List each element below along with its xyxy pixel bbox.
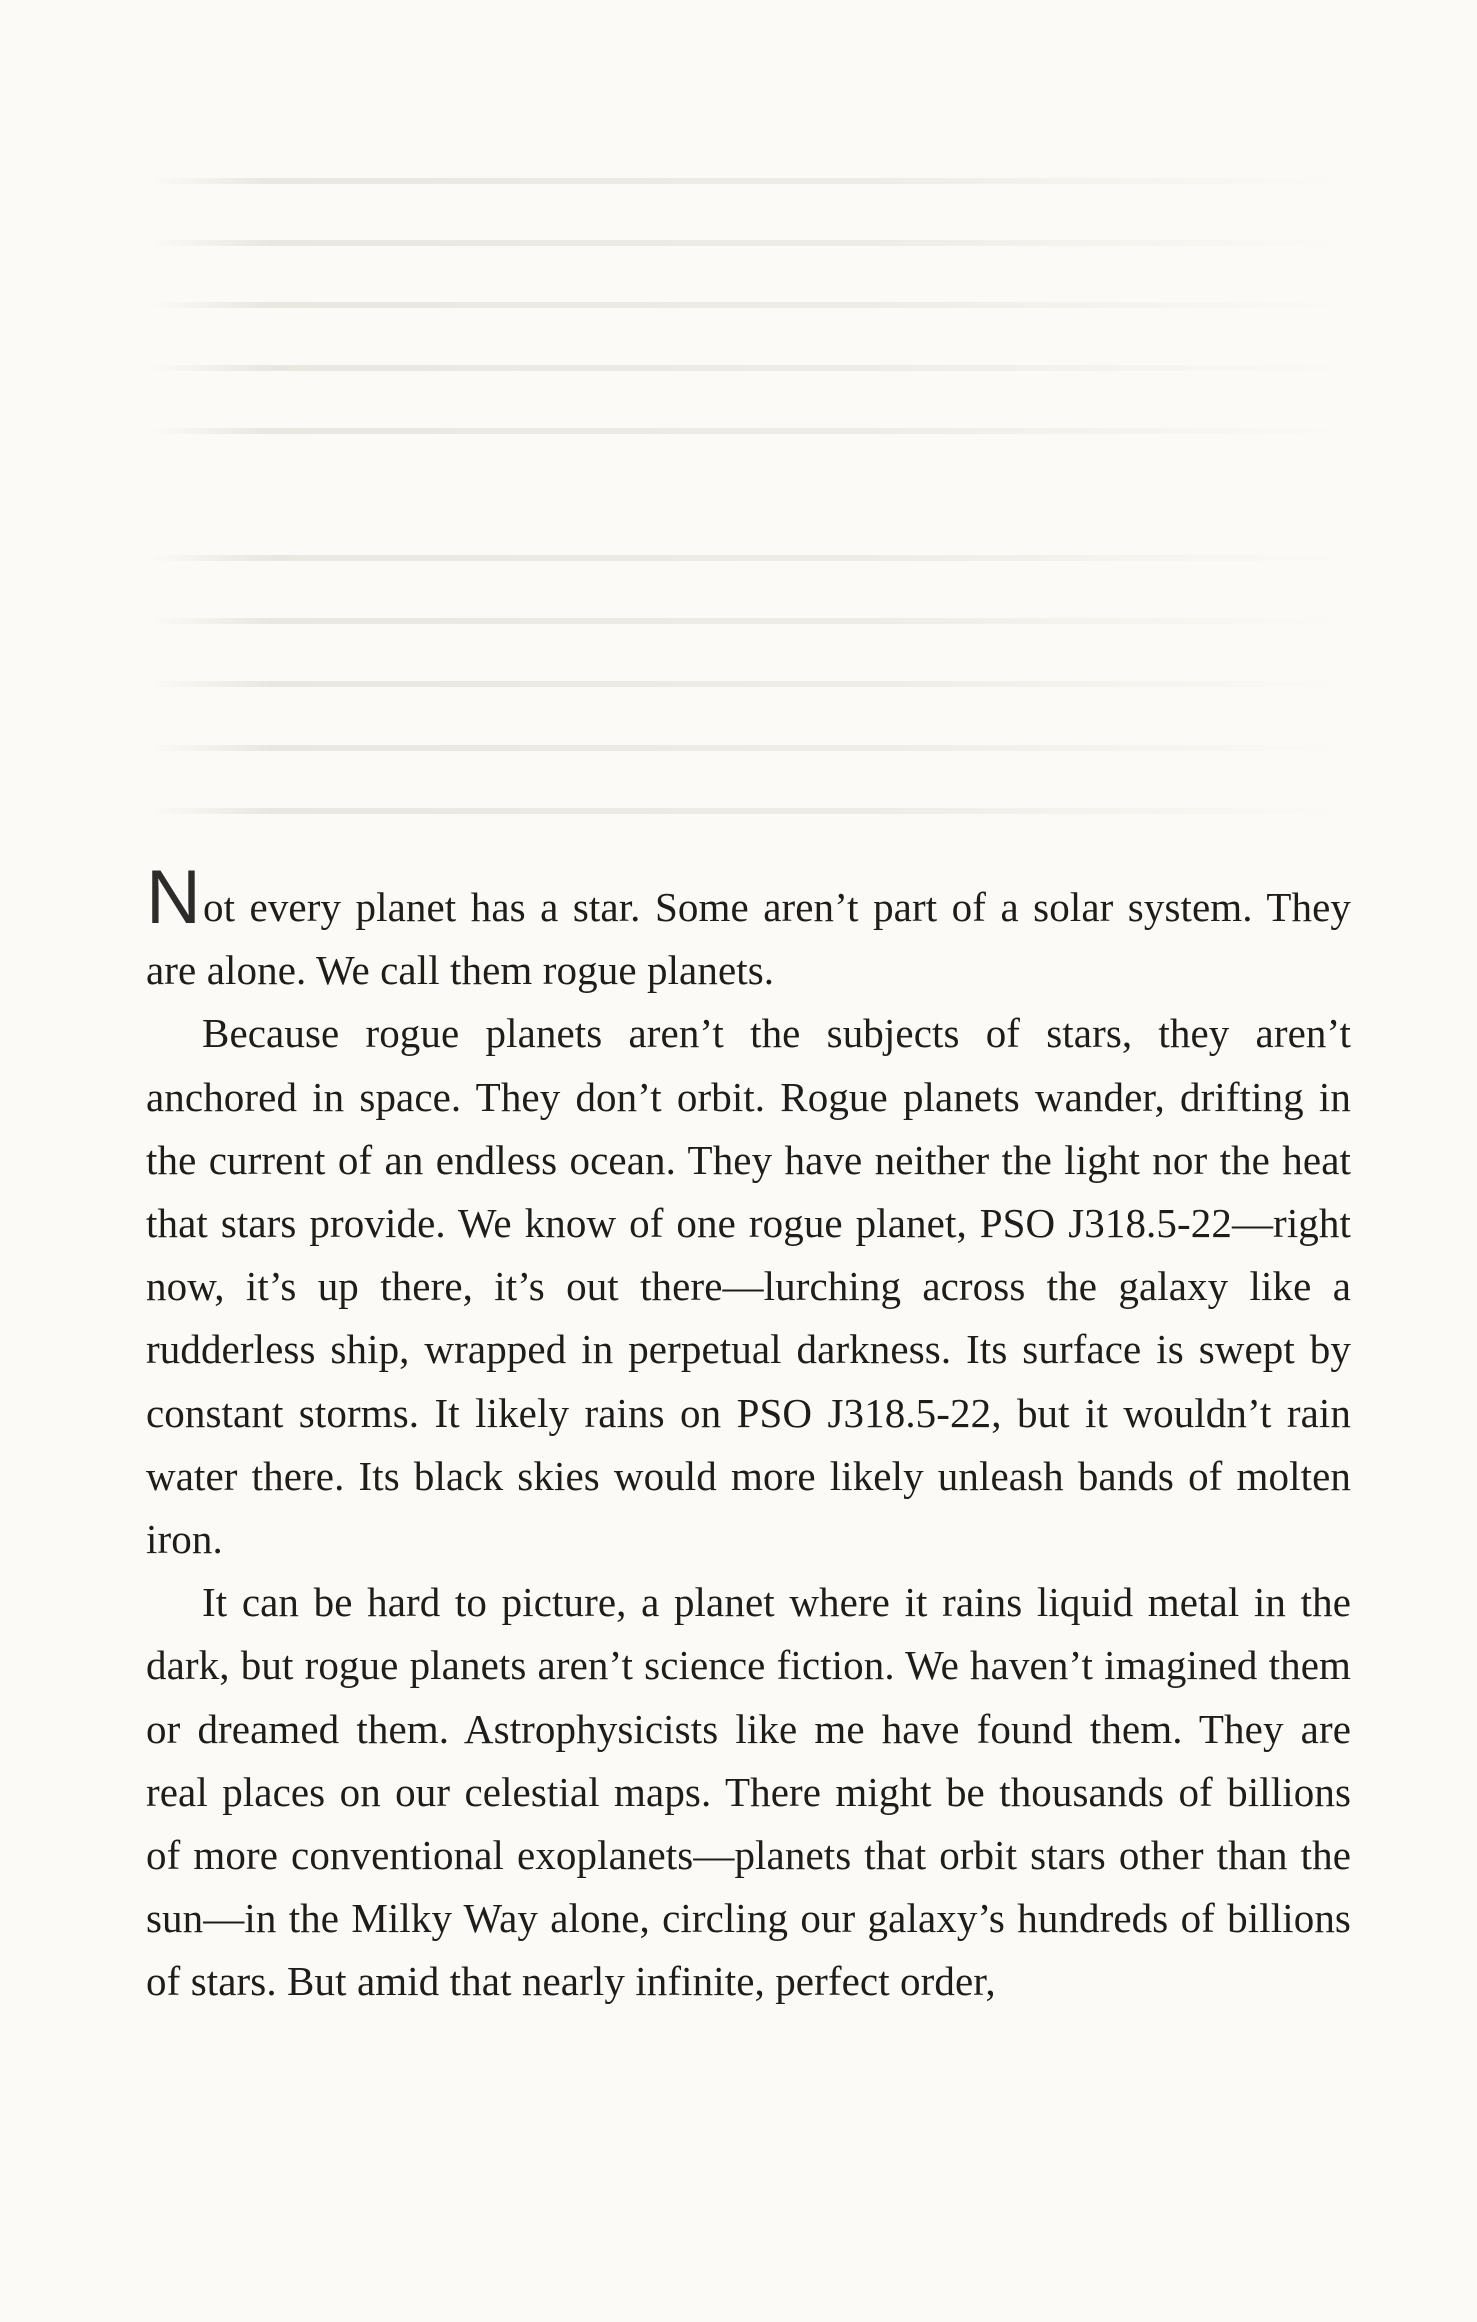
bleed-through-line (150, 618, 1350, 624)
body-text (146, 855, 1351, 2014)
bleed-through-line (150, 365, 1350, 371)
bleed-through-line (150, 808, 1350, 814)
bleed-through-line (150, 428, 1350, 434)
bleed-through-line (150, 178, 1350, 184)
drop-cap: N (146, 855, 201, 940)
paragraph-1 (146, 855, 1351, 1002)
paragraph-3: It can be hard to picture, a planet where it rains liquid metal in the dark, but rogue planets aren’t science fiction. We haven’t imagined them or dreamed them. Astrophysicists like me have found them. They are real places on our celestial maps. There might be thousands of billions of more conventional exoplanets—planets that orbit stars other than the sun—in the Milky Way alone, circling our galaxy’s hundreds of billions of stars. But amid that nearly infinite, perfect order, (146, 1579, 1351, 2005)
bleed-through-line (150, 302, 1350, 308)
paragraph-1-text: ot every planet has a star. Some aren’t part of a solar system. They are alone. We call them rogue planets. (146, 884, 1351, 994)
bleed-through-line (150, 681, 1350, 687)
paragraph-2: Because rogue planets aren’t the subjects of stars, they aren’t anchored in space. They don’t orbit. Rogue planets wander, drifting in the current of an endless ocean. They have neither the light nor the heat that stars provide. We know of one rogue planet, PSO J318.5-22—right now, it’s up there, it’s out there—lurching across the galaxy like a rudderless ship, wrapped in perpetual darkness. Its surface is swept by constant storms. It likely rains on PSO J318.5-22, but it wouldn’t rain water there. Its black skies would more likely unleash bands of molten iron. (146, 1010, 1351, 1563)
bleed-through-line (150, 240, 1350, 246)
bleed-through-line (150, 745, 1350, 751)
bleed-through-line (150, 555, 1350, 561)
